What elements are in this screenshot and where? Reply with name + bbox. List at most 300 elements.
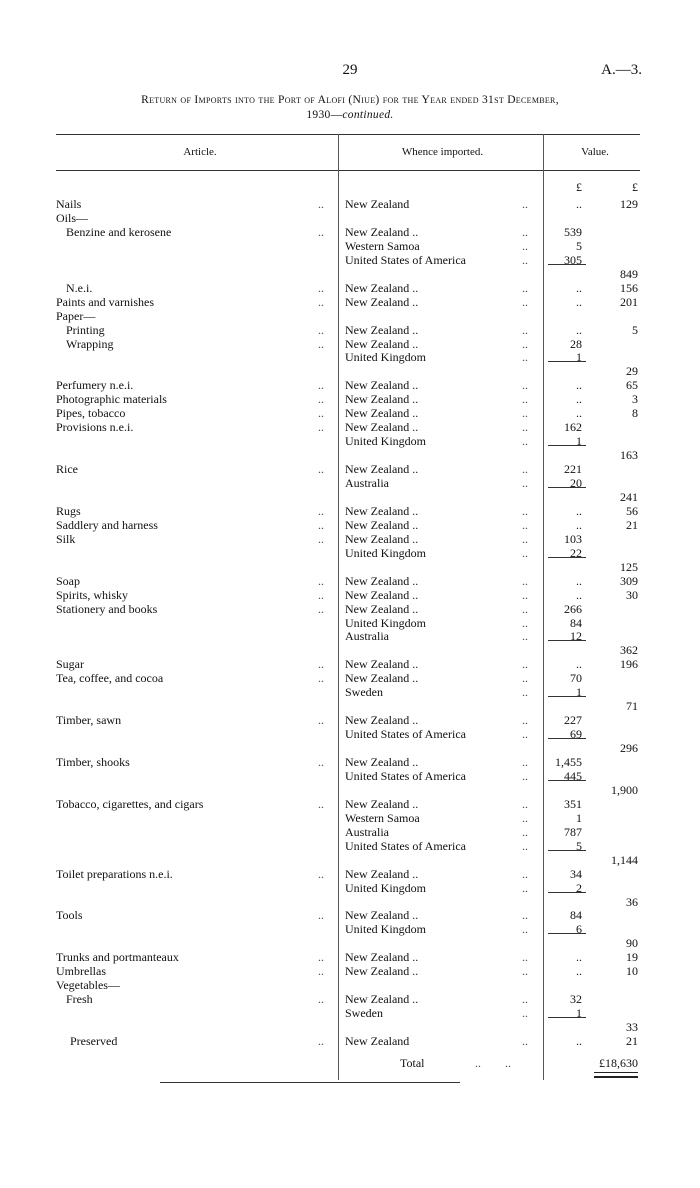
origin-leader-dots: .. — [522, 880, 528, 895]
total-value: £18,630 — [599, 1055, 638, 1070]
article-leader-dots: .. — [318, 420, 324, 435]
currency-label-subtotal: £ — [576, 180, 582, 194]
origin-leader-dots: .. — [522, 838, 528, 853]
subtotal-rule — [548, 850, 586, 851]
table-row — [0, 978, 700, 992]
article-cell: Perfumery n.e.i. — [56, 378, 134, 393]
value-total-cell: 309 — [620, 573, 638, 588]
table-row — [0, 225, 700, 239]
article-leader-dots: .. — [318, 336, 324, 351]
value-total-cell: 362 — [620, 643, 638, 658]
article-leader-dots: .. — [318, 964, 324, 979]
table-row — [0, 643, 700, 657]
origin-leader-dots: .. — [522, 755, 528, 769]
article-leader-dots: .. — [318, 573, 324, 588]
table-row — [0, 713, 700, 727]
article-cell: Fresh — [66, 992, 93, 1007]
article-cell: Spirits, whisky — [56, 587, 129, 602]
value-subtotal-cell: .. — [576, 587, 582, 602]
value-total-cell: 65 — [626, 378, 638, 393]
article-cell: Paints and varnishes — [56, 294, 154, 309]
total-row — [0, 1056, 700, 1070]
value-total-cell: 21 — [626, 517, 638, 532]
origin-leader-dots: .. — [522, 950, 528, 965]
origin-cell: New Zealand .. — [345, 420, 419, 435]
table-row — [0, 908, 700, 922]
value-subtotal-cell: 1 — [576, 810, 582, 825]
origin-leader-dots: .. — [522, 476, 528, 490]
total-leader-dots: .. .. — [475, 1055, 511, 1070]
article-cell: Sugar — [56, 657, 84, 672]
value-subtotal-cell: 162 — [564, 420, 582, 435]
article-cell: Silk — [56, 531, 76, 546]
origin-cell: New Zealand .. — [345, 713, 419, 728]
total-label: Total — [400, 1055, 425, 1070]
article-cell: Pipes, tobacco — [56, 406, 126, 421]
article-cell: Preserved — [70, 1034, 118, 1048]
origin-leader-dots: .. — [522, 252, 528, 267]
table-row — [0, 434, 700, 448]
table-row — [0, 364, 700, 378]
origin-leader-dots: .. — [522, 824, 528, 839]
title-line-1: Return of Imports into the Port of Alofi (Niue) for the Year ended 31st December, — [141, 94, 559, 106]
subtotal-rule — [548, 487, 586, 488]
subtotal-rule — [548, 780, 586, 781]
origin-leader-dots: .. — [522, 587, 528, 602]
table-row — [0, 839, 700, 853]
origin-cell: United States of America — [345, 768, 466, 783]
value-subtotal-cell: 227 — [564, 713, 582, 728]
article-leader-dots: .. — [318, 224, 324, 239]
value-subtotal-cell: 5 — [576, 838, 582, 853]
table-row — [0, 281, 700, 295]
origin-cell: New Zealand .. — [345, 392, 419, 407]
table-header-rule — [56, 170, 640, 171]
article-leader-dots: .. — [318, 671, 324, 686]
origin-cell: United States of America — [345, 838, 466, 853]
origin-leader-dots: .. — [522, 503, 528, 518]
table-row — [0, 783, 700, 797]
table-row — [0, 309, 700, 323]
article-cell: Wrapping — [66, 336, 114, 351]
origin-cell: Sweden — [345, 1006, 383, 1021]
table-row — [0, 671, 700, 685]
origin-cell: Western Samoa — [345, 810, 420, 825]
table-row — [0, 504, 700, 518]
value-subtotal-cell: 12 — [570, 629, 582, 644]
origin-leader-dots: .. — [522, 434, 528, 449]
table-row — [0, 755, 700, 769]
table-row — [0, 964, 700, 978]
table-row — [0, 448, 700, 462]
currency-row — [0, 180, 700, 194]
value-total-cell: 3 — [632, 392, 638, 407]
table-row — [0, 337, 700, 351]
table-row — [0, 476, 700, 490]
origin-cell: New Zealand .. — [345, 406, 419, 421]
origin-cell: New Zealand .. — [345, 531, 419, 546]
origin-leader-dots: .. — [522, 796, 528, 811]
origin-leader-dots: .. — [522, 238, 528, 253]
value-subtotal-cell: .. — [576, 406, 582, 421]
table-row — [0, 588, 700, 602]
article-cell: Printing — [66, 322, 105, 337]
value-subtotal-cell: 70 — [570, 671, 582, 686]
title-line-2 — [50, 108, 650, 123]
origin-leader-dots: .. — [522, 224, 528, 239]
table-row — [0, 922, 700, 936]
value-subtotal-cell: 1,455 — [555, 755, 582, 769]
value-subtotal-cell: 84 — [570, 615, 582, 630]
origin-leader-dots: .. — [522, 545, 528, 560]
value-subtotal-cell: 305 — [564, 252, 582, 267]
value-subtotal-cell: 1 — [576, 1006, 582, 1021]
article-cell: Soap — [56, 573, 80, 588]
article-leader-dots: .. — [318, 517, 324, 532]
value-subtotal-cell: 351 — [564, 796, 582, 811]
origin-leader-dots: .. — [522, 922, 528, 937]
origin-leader-dots: .. — [522, 657, 528, 672]
column-header-value: Value. — [581, 146, 609, 158]
origin-cell: New Zealand .. — [345, 517, 419, 532]
article-cell: Rice — [56, 462, 78, 477]
value-subtotal-cell: 1 — [576, 685, 582, 700]
currency-label-total: £ — [632, 180, 638, 194]
subtotal-rule — [548, 640, 586, 641]
article-leader-dots: .. — [318, 503, 324, 518]
article-leader-dots: .. — [318, 322, 324, 337]
table-row — [0, 992, 700, 1006]
value-subtotal-cell: 22 — [570, 545, 582, 560]
article-leader-dots: .. — [318, 531, 324, 546]
table-row — [0, 797, 700, 811]
subtotal-rule — [548, 933, 586, 934]
table-row — [0, 462, 700, 476]
origin-cell: New Zealand .. — [345, 950, 419, 965]
origin-cell: New Zealand .. — [345, 294, 419, 309]
origin-leader-dots: .. — [522, 685, 528, 700]
origin-leader-dots: .. — [522, 615, 528, 630]
value-total-cell: 241 — [620, 489, 638, 504]
origin-cell: Western Samoa — [345, 238, 420, 253]
table-row — [0, 1006, 700, 1020]
article-leader-dots: .. — [318, 992, 324, 1007]
article-leader-dots: .. — [318, 406, 324, 421]
page-reference: A.—3. — [601, 62, 642, 78]
article-leader-dots: .. — [318, 796, 324, 811]
value-subtotal-cell: .. — [576, 517, 582, 532]
subtotal-rule — [548, 557, 586, 558]
origin-cell: United States of America — [345, 727, 466, 742]
table-row — [0, 895, 700, 909]
article-cell: Umbrellas — [56, 964, 106, 979]
table-row — [0, 699, 700, 713]
origin-cell: New Zealand — [345, 197, 410, 211]
origin-leader-dots: .. — [522, 866, 528, 881]
origin-leader-dots: .. — [522, 350, 528, 365]
table-row — [0, 741, 700, 755]
article-leader-dots: .. — [318, 908, 324, 923]
origin-leader-dots: .. — [522, 992, 528, 1007]
article-cell: Oils— — [56, 210, 89, 225]
origin-cell: New Zealand .. — [345, 322, 419, 337]
value-subtotal-cell: 28 — [570, 336, 582, 351]
value-subtotal-cell: 1 — [576, 434, 582, 449]
origin-leader-dots: .. — [522, 964, 528, 979]
origin-leader-dots: .. — [522, 629, 528, 644]
table-row — [0, 253, 700, 267]
value-total-cell: 296 — [620, 741, 638, 756]
article-leader-dots: .. — [318, 1034, 324, 1048]
origin-cell: United Kingdom — [345, 922, 426, 937]
origin-cell: United Kingdom — [345, 615, 426, 630]
table-row — [0, 574, 700, 588]
origin-cell: New Zealand .. — [345, 671, 419, 686]
table-row — [0, 518, 700, 532]
subtotal-rule — [548, 696, 586, 697]
value-subtotal-cell: .. — [576, 657, 582, 672]
origin-leader-dots: .. — [522, 197, 528, 211]
origin-leader-dots: .. — [522, 406, 528, 421]
value-total-cell: 201 — [620, 294, 638, 309]
table-top-rule — [56, 134, 640, 135]
value-total-cell: 1,900 — [611, 782, 638, 797]
value-total-cell: 156 — [620, 280, 638, 295]
value-total-cell: 33 — [626, 1020, 638, 1035]
article-cell: Provisions n.e.i. — [56, 420, 134, 435]
value-subtotal-cell: 539 — [564, 224, 582, 239]
origin-leader-dots: .. — [522, 392, 528, 407]
origin-leader-dots: .. — [522, 573, 528, 588]
value-total-cell: 36 — [626, 894, 638, 909]
value-total-cell: 19 — [626, 950, 638, 965]
value-subtotal-cell: .. — [576, 950, 582, 965]
value-total-cell: 1,144 — [611, 852, 638, 867]
origin-leader-dots: .. — [522, 601, 528, 616]
origin-leader-dots: .. — [522, 1034, 528, 1048]
table-row — [0, 936, 700, 950]
origin-cell: New Zealand .. — [345, 992, 419, 1007]
value-total-cell: 21 — [626, 1034, 638, 1048]
table-row — [0, 1034, 700, 1048]
value-subtotal-cell: 6 — [576, 922, 582, 937]
origin-cell: New Zealand .. — [345, 503, 419, 518]
table-row — [0, 350, 700, 364]
origin-cell: New Zealand .. — [345, 601, 419, 616]
origin-leader-dots: .. — [522, 727, 528, 742]
table-row — [0, 727, 700, 741]
origin-leader-dots: .. — [522, 531, 528, 546]
page-number: 29 — [342, 62, 358, 78]
table-row — [0, 323, 700, 337]
title-year: 1930— — [306, 109, 343, 121]
value-subtotal-cell: 445 — [564, 768, 582, 783]
table-row — [0, 825, 700, 839]
article-cell: Photographic materials — [56, 392, 167, 407]
table-row — [0, 950, 700, 964]
origin-leader-dots: .. — [522, 420, 528, 435]
origin-cell: New Zealand .. — [345, 378, 419, 393]
value-subtotal-cell: .. — [576, 378, 582, 393]
table-row — [0, 853, 700, 867]
origin-leader-dots: .. — [522, 294, 528, 309]
column-header-article: Article. — [183, 146, 217, 158]
article-leader-dots: .. — [318, 950, 324, 965]
subtotal-rule — [548, 264, 586, 265]
article-leader-dots: .. — [318, 587, 324, 602]
article-leader-dots: .. — [318, 378, 324, 393]
value-subtotal-cell: .. — [576, 573, 582, 588]
column-header-whence: Whence imported. — [401, 146, 484, 158]
origin-leader-dots: .. — [522, 768, 528, 783]
table-row — [0, 239, 700, 253]
origin-cell: New Zealand .. — [345, 224, 419, 239]
table-row — [0, 267, 700, 281]
article-cell: N.e.i. — [66, 280, 93, 295]
value-subtotal-cell: .. — [576, 1034, 582, 1048]
table-row — [0, 392, 700, 406]
subtotal-rule — [548, 738, 586, 739]
value-subtotal-cell: 266 — [564, 601, 582, 616]
value-subtotal-cell: 69 — [570, 727, 582, 742]
value-subtotal-cell: 1 — [576, 350, 582, 365]
subtotal-rule — [548, 361, 586, 362]
title-continued: continued. — [342, 109, 394, 121]
origin-cell: Sweden — [345, 685, 383, 700]
value-total-cell: 71 — [626, 699, 638, 714]
value-subtotal-cell: .. — [576, 964, 582, 979]
value-subtotal-cell: .. — [576, 197, 582, 211]
origin-leader-dots: .. — [522, 713, 528, 728]
value-total-cell: 8 — [632, 406, 638, 421]
table-row — [0, 867, 700, 881]
origin-cell: New Zealand .. — [345, 462, 419, 477]
table-row — [0, 769, 700, 783]
origin-cell: Australia — [345, 824, 389, 839]
article-leader-dots: .. — [318, 713, 324, 728]
origin-leader-dots: .. — [522, 462, 528, 477]
origin-cell: New Zealand .. — [345, 573, 419, 588]
total-double-rule — [594, 1072, 638, 1078]
article-cell: Saddlery and harness — [56, 517, 158, 532]
article-cell: Tobacco, cigarettes, and cigars — [56, 796, 204, 811]
origin-cell: United Kingdom — [345, 880, 426, 895]
table-row — [0, 211, 700, 225]
table-row — [0, 197, 700, 211]
origin-cell: United States of America — [345, 252, 466, 267]
table-row — [0, 295, 700, 309]
origin-cell: United Kingdom — [345, 545, 426, 560]
origin-cell: New Zealand .. — [345, 908, 419, 923]
origin-cell: United Kingdom — [345, 350, 426, 365]
article-leader-dots: .. — [318, 866, 324, 881]
value-subtotal-cell: .. — [576, 294, 582, 309]
value-total-cell: 849 — [620, 266, 638, 281]
origin-cell: New Zealand .. — [345, 866, 419, 881]
table-row — [0, 546, 700, 560]
value-subtotal-cell: 103 — [564, 531, 582, 546]
origin-leader-dots: .. — [522, 810, 528, 825]
article-cell: Tea, coffee, and cocoa — [56, 671, 164, 686]
value-subtotal-cell: 5 — [576, 238, 582, 253]
origin-cell: New Zealand .. — [345, 657, 419, 672]
article-cell: Stationery and books — [56, 601, 158, 616]
table-row — [0, 602, 700, 616]
article-cell: Rugs — [56, 503, 81, 518]
origin-cell: New Zealand — [345, 1034, 410, 1048]
value-total-cell: 163 — [620, 448, 638, 463]
value-total-cell: 56 — [626, 503, 638, 518]
table-row — [0, 1020, 700, 1034]
value-total-cell: 29 — [626, 364, 638, 379]
article-cell: Benzine and kerosene — [66, 224, 172, 239]
table-row — [0, 881, 700, 895]
origin-cell: New Zealand .. — [345, 755, 419, 769]
table-row — [0, 629, 700, 643]
table-row — [0, 420, 700, 434]
table-row — [0, 378, 700, 392]
table-row — [0, 811, 700, 825]
origin-leader-dots: .. — [522, 1006, 528, 1021]
value-subtotal-cell: .. — [576, 280, 582, 295]
value-total-cell: 10 — [626, 964, 638, 979]
value-subtotal-cell: .. — [576, 322, 582, 337]
article-leader-dots: .. — [318, 392, 324, 407]
value-subtotal-cell: 2 — [576, 880, 582, 895]
table-row — [0, 657, 700, 671]
origin-cell: New Zealand .. — [345, 796, 419, 811]
article-cell: Trunks and portmanteaux — [56, 950, 179, 965]
value-subtotal-cell: 20 — [570, 476, 582, 490]
value-subtotal-cell: .. — [576, 392, 582, 407]
table-row — [0, 406, 700, 420]
origin-leader-dots: .. — [522, 322, 528, 337]
origin-cell: Australia — [345, 476, 389, 490]
table-row — [0, 560, 700, 574]
value-total-cell: 196 — [620, 657, 638, 672]
origin-leader-dots: .. — [522, 336, 528, 351]
article-cell: Tools — [56, 908, 83, 923]
table-row — [0, 685, 700, 699]
value-subtotal-cell: 84 — [570, 908, 582, 923]
origin-cell: Australia — [345, 629, 389, 644]
value-total-cell: 129 — [620, 197, 638, 211]
value-total-cell: 5 — [632, 322, 638, 337]
article-leader-dots: .. — [318, 601, 324, 616]
origin-leader-dots: .. — [522, 908, 528, 923]
origin-cell: United Kingdom — [345, 434, 426, 449]
table-row — [0, 532, 700, 546]
origin-cell: New Zealand .. — [345, 964, 419, 979]
table-bottom-rule — [160, 1082, 460, 1083]
value-subtotal-cell: 787 — [564, 824, 582, 839]
subtotal-rule — [548, 1017, 586, 1018]
value-total-cell: 30 — [626, 587, 638, 602]
value-total-cell: 125 — [620, 559, 638, 574]
value-subtotal-cell: .. — [576, 503, 582, 518]
value-subtotal-cell: 221 — [564, 462, 582, 477]
origin-cell: New Zealand .. — [345, 280, 419, 295]
value-total-cell: 90 — [626, 936, 638, 951]
origin-leader-dots: .. — [522, 671, 528, 686]
article-cell: Timber, shooks — [56, 755, 130, 769]
table-row — [0, 490, 700, 504]
origin-cell: New Zealand .. — [345, 587, 419, 602]
subtotal-rule — [548, 445, 586, 446]
origin-leader-dots: .. — [522, 280, 528, 295]
table-row — [0, 616, 700, 630]
article-leader-dots: .. — [318, 462, 324, 477]
